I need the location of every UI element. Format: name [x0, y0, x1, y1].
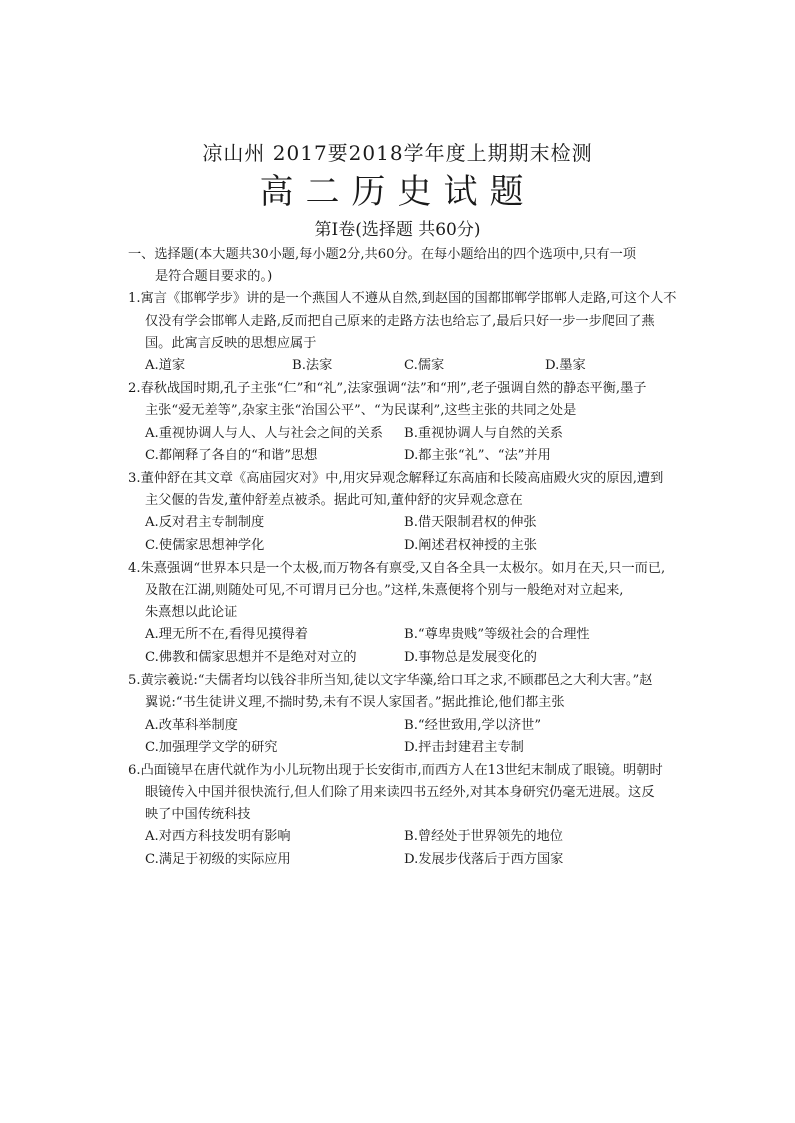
question-6-stem: 眼镜传入中国并很快流行,但人们除了用来读四书五经外,对其本身研究仍毫无进展。这反 [145, 785, 655, 800]
question-3-stem: 主父偃的告发,董仲舒差点被杀。据此可知,董仲舒的灾异观念意在 [145, 493, 523, 508]
question-1-option-d: D.墨家 [545, 358, 586, 373]
question-2-option-a: A.重视协调人与人、人与社会之间的关系 [145, 426, 383, 441]
question-3-stem: 3.董仲舒在其文章《高庙园灾对》中,用灾异观念解释辽东高庙和长陵高庙殿火灾的原因,遭到 [128, 471, 664, 486]
question-2-option-c: C.都阐释了各自的“和谐”思想 [145, 448, 318, 463]
question-3-option-b: B.借天限制君权的伸张 [404, 515, 537, 530]
question-1-option-b: B.法家 [292, 358, 333, 373]
question-6-stem: 映了中国传统科技 [145, 807, 251, 822]
question-2-stem: 主张“爱无差等”,杂家主张“治国公平”、“为民谋利”,这些主张的共同之处是 [145, 403, 577, 418]
question-4-stem: 4.朱熹强调“世界本只是一个太极,而万物各有禀受,又自各全具一太极尔。如月在天,只一而已, [128, 561, 666, 576]
section-instruction: 一、选择题(本大题共30小题,每小题2分,共60分。在每小题给出的四个选项中,只有一项 [128, 247, 637, 262]
question-6-option-c: C.满足于初级的实际应用 [145, 852, 291, 867]
question-6-option-b: B.曾经处于世界领先的地位 [404, 829, 563, 844]
question-2-option-d: D.都主张“礼”、“法”并用 [404, 448, 551, 463]
question-5-option-c: C.加强理学文学的研究 [145, 740, 278, 755]
question-3-option-c: C.使儒家思想神学化 [145, 538, 265, 553]
question-2-option-b: B.重视协调人与自然的关系 [404, 426, 563, 441]
question-6-option-d: D.发展步伐落后于西方国家 [404, 852, 564, 867]
question-5-option-d: D.抨击封建君主专制 [404, 740, 524, 755]
question-5-option-b: B.“经世致用,学以济世” [404, 718, 542, 733]
question-6-option-a: A.对西方科技发明有影响 [145, 829, 291, 844]
question-1-option-c: C.儒家 [404, 358, 445, 373]
question-2-stem: 2.春秋战国时期,孔子主张“仁”和“礼”,法家强调“法”和“刑”,老子强调自然的静态平衡,墨子 [128, 381, 647, 396]
question-5-stem: 翼说:“书生徒讲义理,不揣时势,未有不误人家国者。”据此推论,他们都主张 [145, 695, 565, 710]
question-5-stem: 5.黄宗羲说:“夫儒者均以钱谷非所当知,徒以文字华藻,给口耳之求,不顾郡邑之大利大害。”赵 [128, 673, 653, 688]
question-5-option-a: A.改革科举制度 [145, 718, 238, 733]
question-4-option-c: C.佛教和儒家思想并不是绝对对立的 [145, 650, 357, 665]
question-1-stem: 国。此寓言反映的思想应属于 [145, 336, 317, 351]
part-heading: 第Ⅰ卷(选择题 共60分) [314, 220, 481, 240]
question-4-option-d: D.事物总是发展变化的 [404, 650, 537, 665]
question-1-stem: 1.寓言《邯郸学步》讲的是一个燕国人不遵从自然,到赵国的国都邯郸学邯郸人走路,可这个人不 [128, 291, 677, 306]
question-4-stem: 朱熹想以此论证 [145, 605, 238, 620]
question-6-stem: 6.凸面镜早在唐代就作为小儿玩物出现于长安街市,而西方人在13世纪末制成了眼镜。明朝时 [128, 763, 663, 778]
question-4-stem: 及散在江湖,则随处可见,不可谓月已分也。”这样,朱熹便将个别与一般绝对对立起来, [145, 583, 624, 598]
question-4-option-b: B.“尊卑贵贱”等级社会的合理性 [404, 627, 590, 642]
question-3-option-d: D.阐述君权神授的主张 [404, 538, 537, 553]
question-1-option-a: A.道家 [145, 358, 186, 373]
exam-subtitle: 凉山州 2017要2018学年度上期期末检测 [202, 141, 593, 165]
section-instruction-cont: 是符合题目要求的。) [155, 269, 273, 284]
question-3-option-a: A.反对君主专制制度 [145, 515, 265, 530]
question-4-option-a: A.理无所不在,看得见摸得着 [145, 627, 308, 642]
question-1-stem: 仅没有学会邯郸人走路,反而把自己原来的走路方法也给忘了,最后只好一步一步爬回了燕 [145, 314, 655, 329]
exam-title: 高二历史试题 [259, 172, 536, 212]
